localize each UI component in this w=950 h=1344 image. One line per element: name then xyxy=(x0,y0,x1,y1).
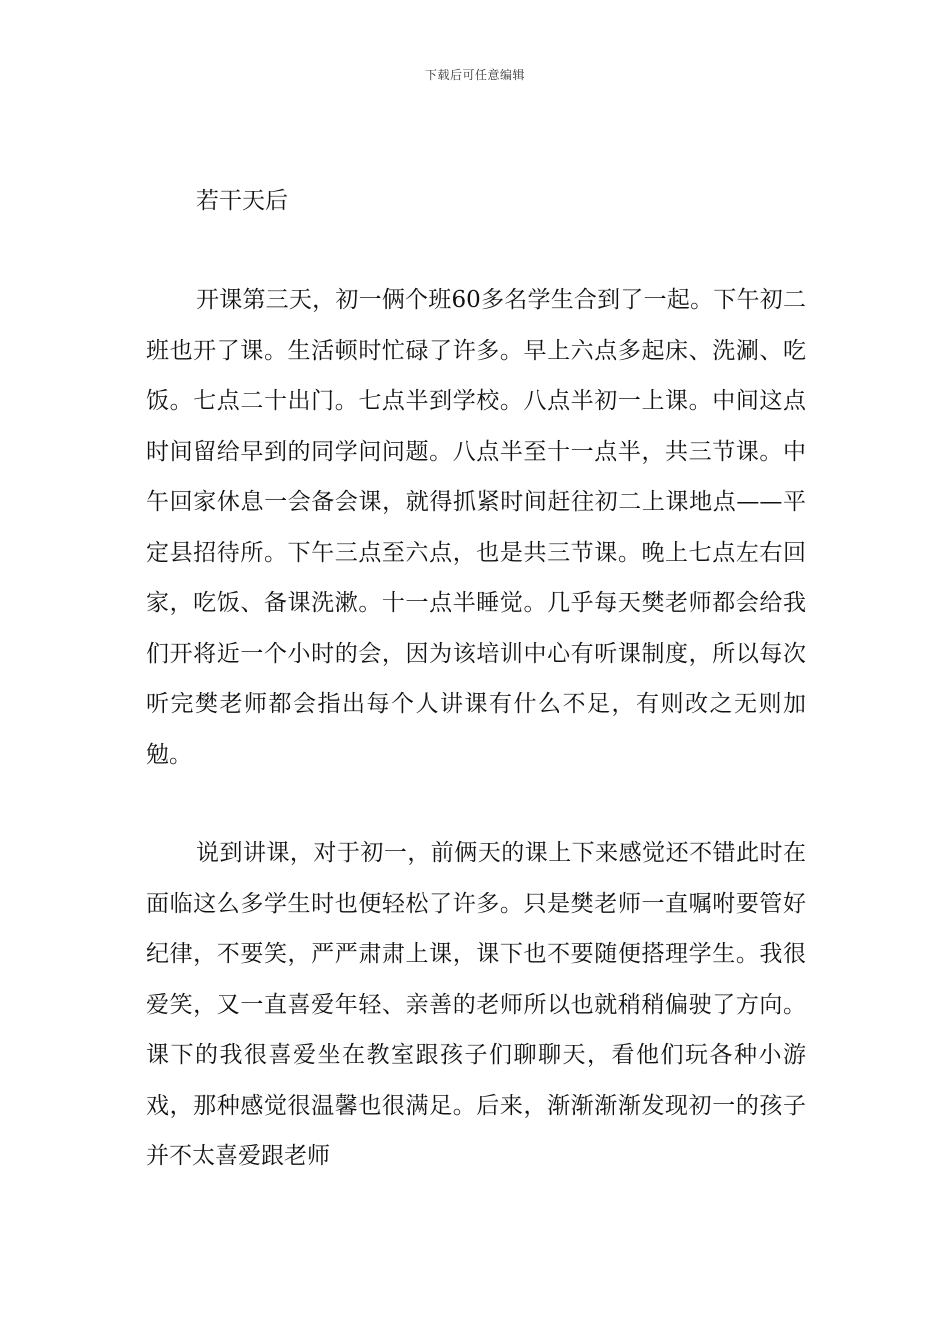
page-header: 下载后可任意编辑 xyxy=(424,68,525,82)
paragraph-2: 说到讲课，对于初一，前俩天的课上下来感觉还不错此时在面临这么多学生时也便轻松了许多。只是樊老师一直嘱咐要管好纪律，不要笑，严严肃肃上课，课下也不要随便搭理学生。我很爱笑，又一直喜爱年轻、亲善的老师所以也就稍稍偏驶了方向。课下的我很喜爱坐在教室跟孩子们聊聊天，看他们玩各种小游戏，那种感觉很温馨也很满足。后来，渐渐渐渐发现初一的孩子并不太喜爱跟老师 xyxy=(146,840,806,1169)
section-heading: 若干天后 xyxy=(196,188,288,214)
document-body xyxy=(146,176,806,1230)
paragraph-1: 开课第三天，初一俩个班60多名学生合到了一起。下午初二班也开了课。生活顿时忙碌了许多。早上六点多起床、洗涮、吃饭。七点二十出门。七点半到学校。八点半初一上课。中间这点时间留给早到的同学问问题。八点半至十一点半，共三节课。中午回家休息一会备会课，就得抓紧时间赶往初二上课地点——平定县招待所。下午三点至六点，也是共三节课。晚上七点左右回家，吃饭、备课洗漱。十一点半睡觉。几乎每天樊老师都会给我们开将近一个小时的会，因为该培训中心有听课制度，所以每次听完樊老师都会指出每个人讲课有什么不足，有则改之无则加勉。 xyxy=(146,287,806,768)
